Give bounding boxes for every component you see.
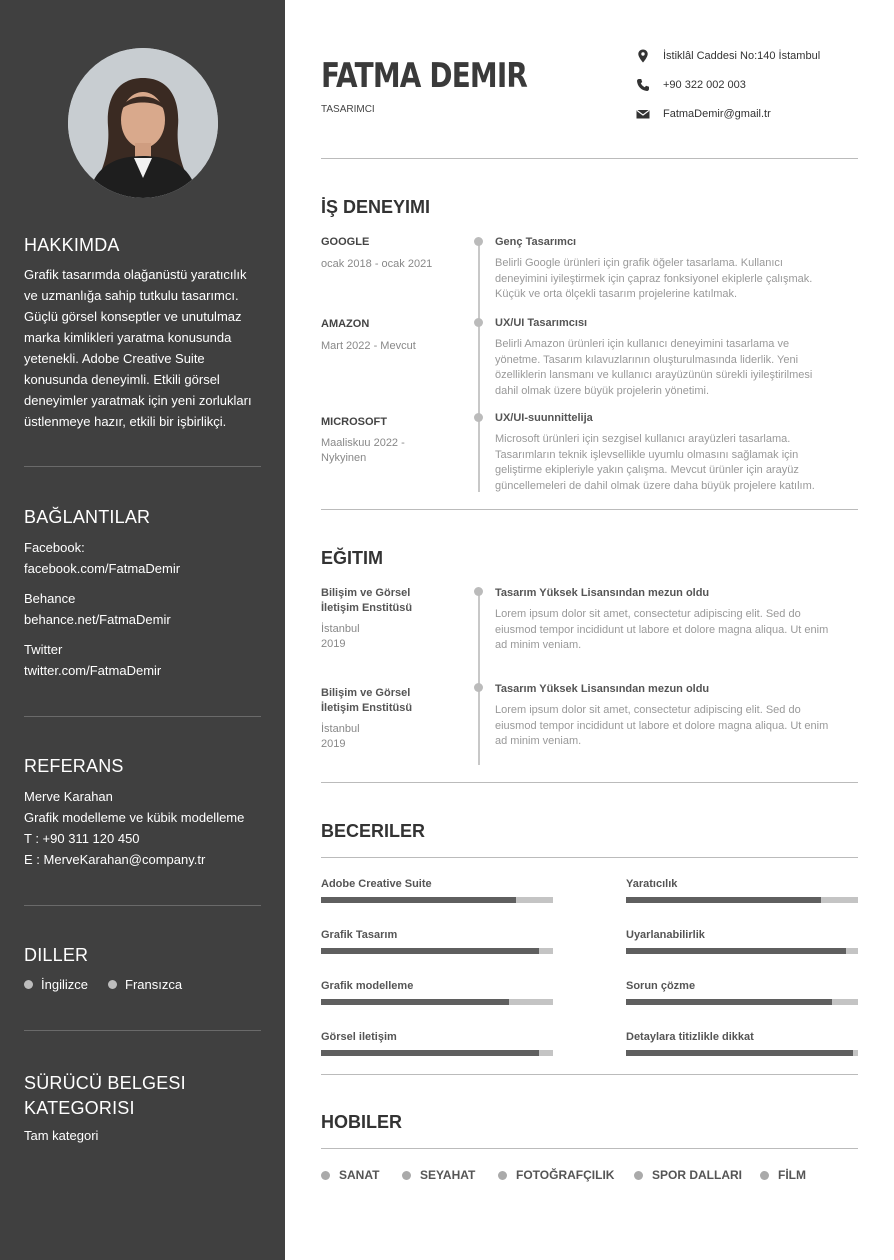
- experience-heading: İŞ DENEYIMI: [321, 197, 431, 217]
- skill-label: Adobe Creative Suite: [321, 878, 432, 890]
- education-title: Tasarım Yüksek Lisansından mezun oldu: [495, 587, 710, 599]
- skill-bar-fill: [626, 948, 846, 954]
- skill-label: Grafik Tasarım: [321, 929, 398, 941]
- education-heading: EĞITIM: [321, 548, 383, 568]
- link-behance[interactable]: Behance behance.net/FatmaDemir: [24, 591, 171, 627]
- divider: [24, 716, 261, 717]
- skill-bar: [321, 1050, 553, 1056]
- skill-bar: [321, 999, 553, 1005]
- education-description: Lorem ipsum dolor sit amet, consectetur adipiscing elit. Sed do eiusmod tempor incididunt ut labore et dolore magna aliqua. Ut enim ad minim veniam.: [495, 704, 829, 747]
- location-pin-icon: [636, 49, 650, 63]
- divider: [321, 1074, 858, 1075]
- timeline-dot: [474, 413, 483, 422]
- skill-bar: [626, 948, 858, 954]
- job-company: GOOGLE: [321, 236, 370, 248]
- skill-bar-fill: [321, 1050, 539, 1056]
- timeline-line: [478, 240, 480, 492]
- job-description: Belirli Google ürünleri için grafik öğeler tasarlama. Kullanıcı deneyimini iyileştirmek için çapraz fonksiyonel ekiplerle çalışmak. Küçük ve orta ölçekli tasarım projelerine katılmak.: [495, 257, 813, 300]
- license-value: Tam kategori: [24, 1128, 99, 1143]
- job-date: Maaliskuu 2022 - Nykyinen: [321, 437, 405, 464]
- mail-icon: [636, 107, 650, 121]
- bullet-icon: [402, 1171, 411, 1180]
- bullet-icon: [24, 980, 33, 989]
- skill-bar: [626, 999, 858, 1005]
- education-place-year: İstanbul 2019: [321, 623, 360, 650]
- languages-heading: DILLER: [24, 945, 89, 965]
- skill-bar: [626, 1050, 858, 1056]
- hobbies-heading: HOBILER: [321, 1112, 402, 1132]
- contact-phone: +90 322 002 003: [636, 78, 746, 92]
- divider: [321, 158, 858, 159]
- bullet-icon: [108, 980, 117, 989]
- skill-bar-fill: [321, 999, 509, 1005]
- job-description: Microsoft ürünleri için sezgisel kullanıcı arayüzleri tasarlama. Tasarımların teknik işlevsellikle uyumlu olmasını sağlamak için geliştirme ekipleriyle yakın çalışma. Mevcut ürünler için arayüz güncellemeleri de dahil olmak üzere daha büyük projelere katılım.: [495, 433, 815, 492]
- job-title: UX/UI Tasarımcısı: [495, 317, 588, 329]
- divider: [24, 905, 261, 906]
- job-date: ocak 2018 - ocak 2021: [321, 258, 433, 270]
- person-role: TASARIMCI: [321, 104, 375, 115]
- divider: [24, 466, 261, 467]
- sidebar: [0, 0, 285, 1260]
- links-heading: BAĞLANTILAR: [24, 507, 151, 527]
- divider: [321, 857, 858, 858]
- divider: [321, 509, 858, 510]
- reference-heading: REFERANS: [24, 756, 124, 776]
- language-item: İngilizce: [24, 977, 88, 992]
- education-place-year: İstanbul 2019: [321, 723, 360, 750]
- timeline-dot: [474, 683, 483, 692]
- job-title: Genç Tasarımcı: [495, 236, 577, 248]
- hobby-item: SEYAHAT: [402, 1168, 475, 1182]
- about-heading: HAKKIMDA: [24, 235, 120, 255]
- skill-label: Uyarlanabilirlik: [626, 929, 705, 941]
- skill-bar-fill: [626, 1050, 853, 1056]
- education-school: Bilişim ve Görsel İletişim Enstitüsü: [321, 587, 413, 614]
- skill-bar-fill: [321, 897, 516, 903]
- bullet-icon: [634, 1171, 643, 1180]
- skill-label: Yaratıcılık: [626, 878, 678, 890]
- job-description: Belirli Amazon ürünleri için kullanıcı deneyimini tasarlama ve yönetme. Tasarım kılavuzlarının oluşturulmasında liderlik. Yeni özelliklerin lansmanı ve kullanıcı arayüzünün sürekli iyileştirilmesi dahil olmak üzere büyük projelerin yönetimi.: [495, 338, 813, 397]
- divider: [321, 782, 858, 783]
- job-company: AMAZON: [321, 318, 370, 330]
- divider: [24, 1030, 261, 1031]
- bullet-icon: [321, 1171, 330, 1180]
- skill-bar-fill: [626, 999, 832, 1005]
- person-name: FATMA DEMIR: [321, 56, 528, 96]
- skill-label: Detaylara titizlikle dikkat: [626, 1031, 754, 1043]
- job-company: MICROSOFT: [321, 416, 387, 428]
- bullet-icon: [498, 1171, 507, 1180]
- education-school: Bilişim ve Görsel İletişim Enstitüsü: [321, 687, 413, 714]
- skill-label: Sorun çözme: [626, 980, 696, 992]
- education-title: Tasarım Yüksek Lisansından mezun oldu: [495, 683, 710, 695]
- education-description: Lorem ipsum dolor sit amet, consectetur adipiscing elit. Sed do eiusmod tempor incididunt ut labore et dolore magna aliqua. Ut enim ad minim veniam.: [495, 608, 829, 651]
- skill-bar: [626, 897, 858, 903]
- timeline-dot: [474, 587, 483, 596]
- skill-bar-fill: [321, 948, 539, 954]
- timeline-dot: [474, 318, 483, 327]
- bullet-icon: [760, 1171, 769, 1180]
- divider: [321, 1148, 858, 1149]
- skill-bar: [321, 948, 553, 954]
- reference-block: Merve Karahan Grafik modelleme ve kübik modelleme T : +90 311 120 450 E : MerveKarahan@company.tr: [24, 789, 245, 867]
- contact-email[interactable]: FatmaDemir@gmail.tr: [636, 107, 771, 121]
- phone-icon: [636, 78, 650, 92]
- skill-label: Görsel iletişim: [321, 1031, 397, 1043]
- timeline-line: [478, 592, 480, 765]
- job-date: Mart 2022 - Mevcut: [321, 340, 416, 352]
- skill-label: Grafik modelleme: [321, 980, 414, 992]
- skill-bar: [321, 897, 553, 903]
- language-item: Fransızca: [108, 977, 182, 992]
- link-facebook[interactable]: Facebook: facebook.com/FatmaDemir: [24, 540, 181, 576]
- hobby-item: FİLM: [760, 1168, 806, 1182]
- hobby-item: SANAT: [321, 1168, 379, 1182]
- license-heading: SÜRÜCÜ BELGESI KATEGORISI: [24, 1073, 186, 1118]
- job-title: UX/UI-suunnittelija: [495, 412, 593, 424]
- link-twitter[interactable]: Twitter twitter.com/FatmaDemir: [24, 642, 162, 678]
- timeline-dot: [474, 237, 483, 246]
- contact-address: İstiklâl Caddesi No:140 İstambul: [636, 49, 820, 63]
- about-text: Grafik tasarımda olağanüstü yaratıcılık ve uzmanlığa sahip tutkulu tasarımcı. Güçlü görsel konseptler ve unutulmaz marka kimlikleri yaratma konusunda yetenekli. Adobe Creative Suite konusunda deneyimli. Etkili görsel deneyimler yaratmak için yeni zorlukları üstlenmeye hazır, etkili bir işbirlikçi.: [24, 267, 252, 429]
- skills-heading: BECERILER: [321, 821, 426, 841]
- profile-photo: [68, 48, 218, 198]
- hobby-item: SPOR DALLARI: [634, 1168, 742, 1182]
- hobby-item: FOTOĞRAFÇILIK: [498, 1168, 614, 1182]
- skill-bar-fill: [626, 897, 821, 903]
